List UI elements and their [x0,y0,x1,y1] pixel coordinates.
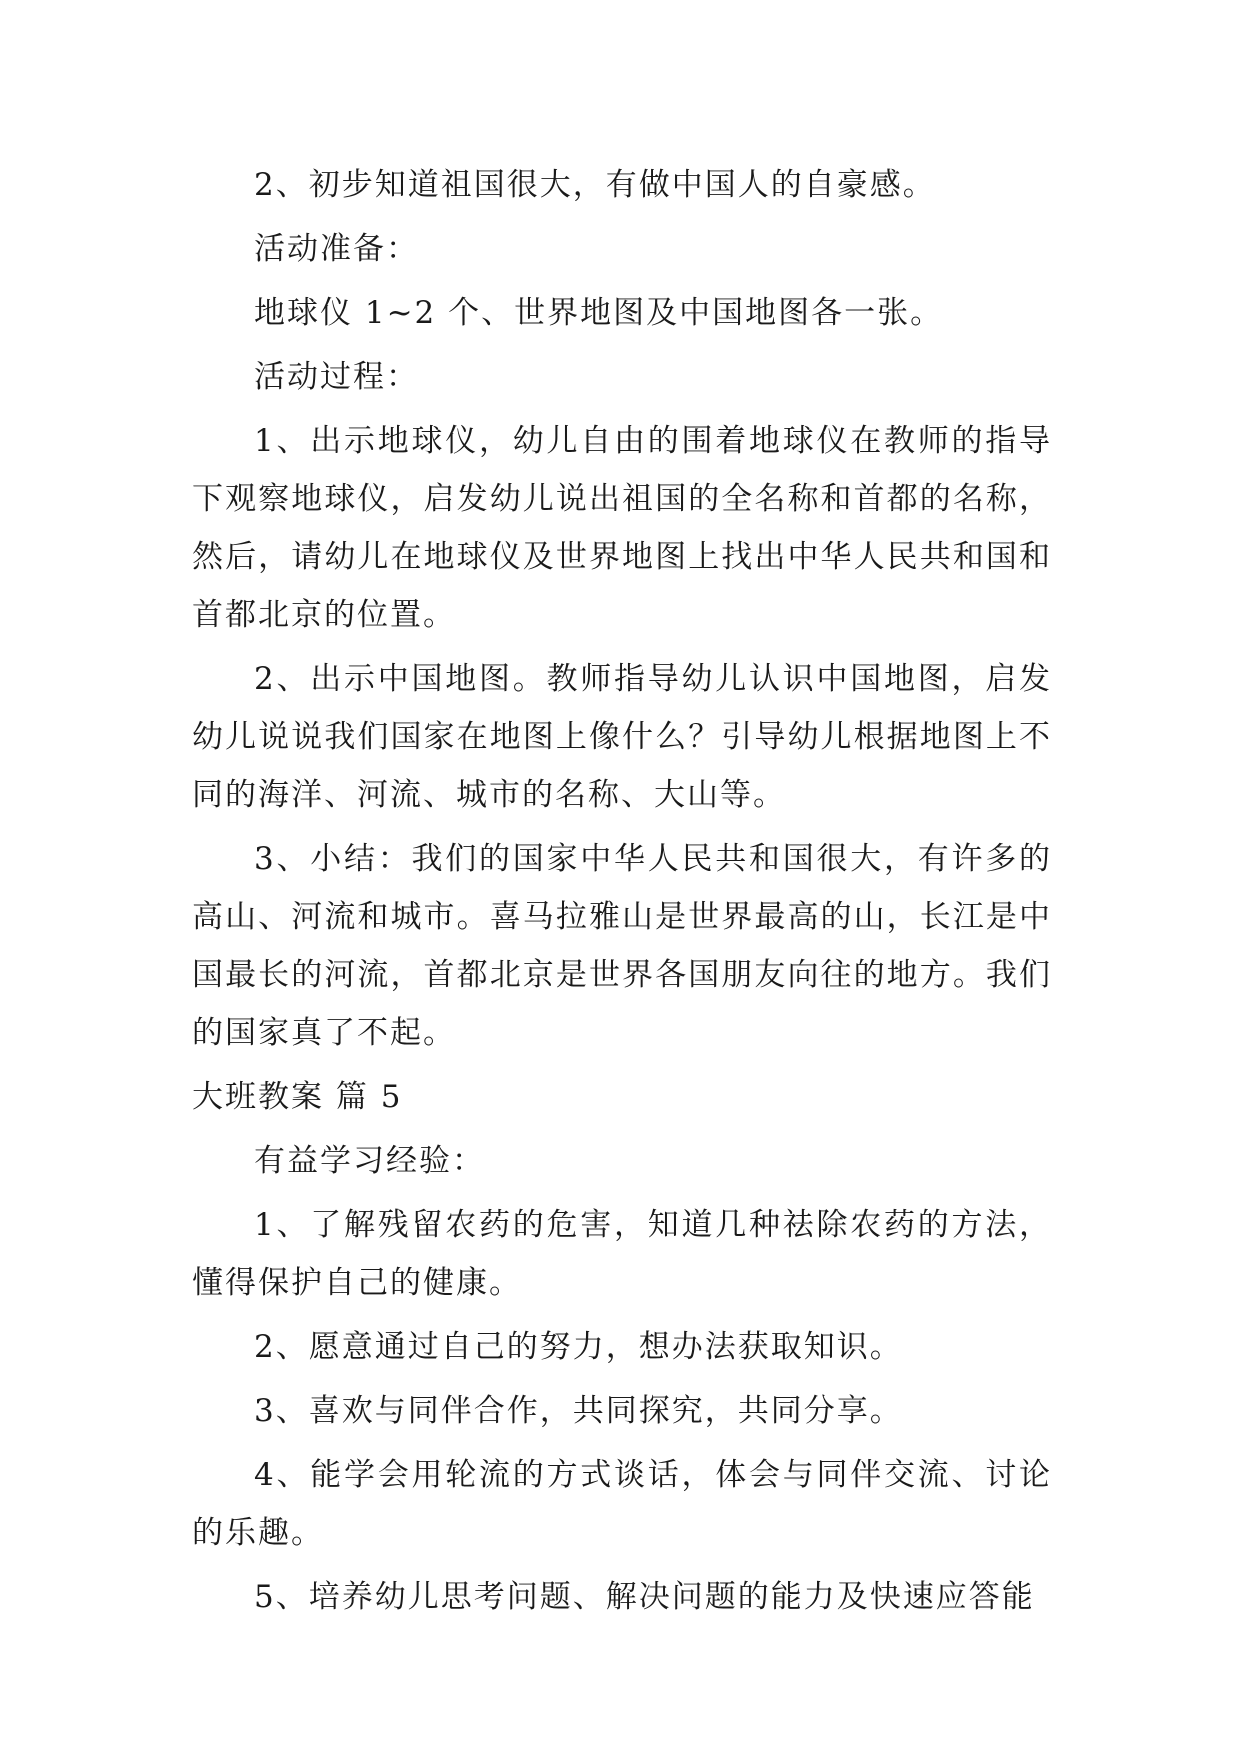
paragraph-experience-4: 4、能学会用轮流的方式谈话，体会与同伴交流、讨论的乐趣。 [192,1457,1052,1551]
paragraph-experience-1: 1、了解残留农药的危害，知道几种祛除农药的方法，懂得保护自己的健康。 [192,1207,1052,1301]
paragraph-summary: 3、小结：我们的国家中华人民共和国很大，有许多的高山、河流和城市。喜马拉雅山是世界最高的山，长江是中国最长的河流，首都北京是世界各国朋友向往的地方。我们的国家真了不起。 [192,841,1052,1051]
paragraph-experience-3: 3、喜欢与同伴合作，共同探究，共同分享。 [254,1393,903,1429]
paragraph-process-2: 2、出示中国地图。教师指导幼儿认识中国地图，启发幼儿说说我们国家在地图上像什么？引导幼儿根据地图上不同的海洋、河流、城市的名称、大山等。 [192,661,1052,813]
paragraph-process-heading: 活动过程： [254,359,419,395]
document-body [192,156,1052,1632]
paragraph-preparation-heading: 活动准备： [254,231,419,267]
paragraph-experience-2: 2、愿意通过自己的努力，想办法获取知识。 [254,1329,903,1365]
paragraph-experience-heading: 有益学习经验： [254,1143,485,1179]
section-heading: 大班教案 篇 5 [192,1079,403,1115]
paragraph-process-1: 1、出示地球仪，幼儿自由的围着地球仪在教师的指导下观察地球仪，启发幼儿说出祖国的全名称和首都的名称，然后，请幼儿在地球仪及世界地图上找出中华人民共和国和首都北京的位置。 [192,423,1052,633]
paragraph-goal-2: 2、初步知道祖国很大，有做中国人的自豪感。 [254,167,936,203]
paragraph-preparation: 地球仪 1~2 个、世界地图及中国地图各一张。 [254,295,944,331]
paragraph-experience-5: 5、培养幼儿思考问题、解决问题的能力及快速应答能 [254,1579,1035,1615]
